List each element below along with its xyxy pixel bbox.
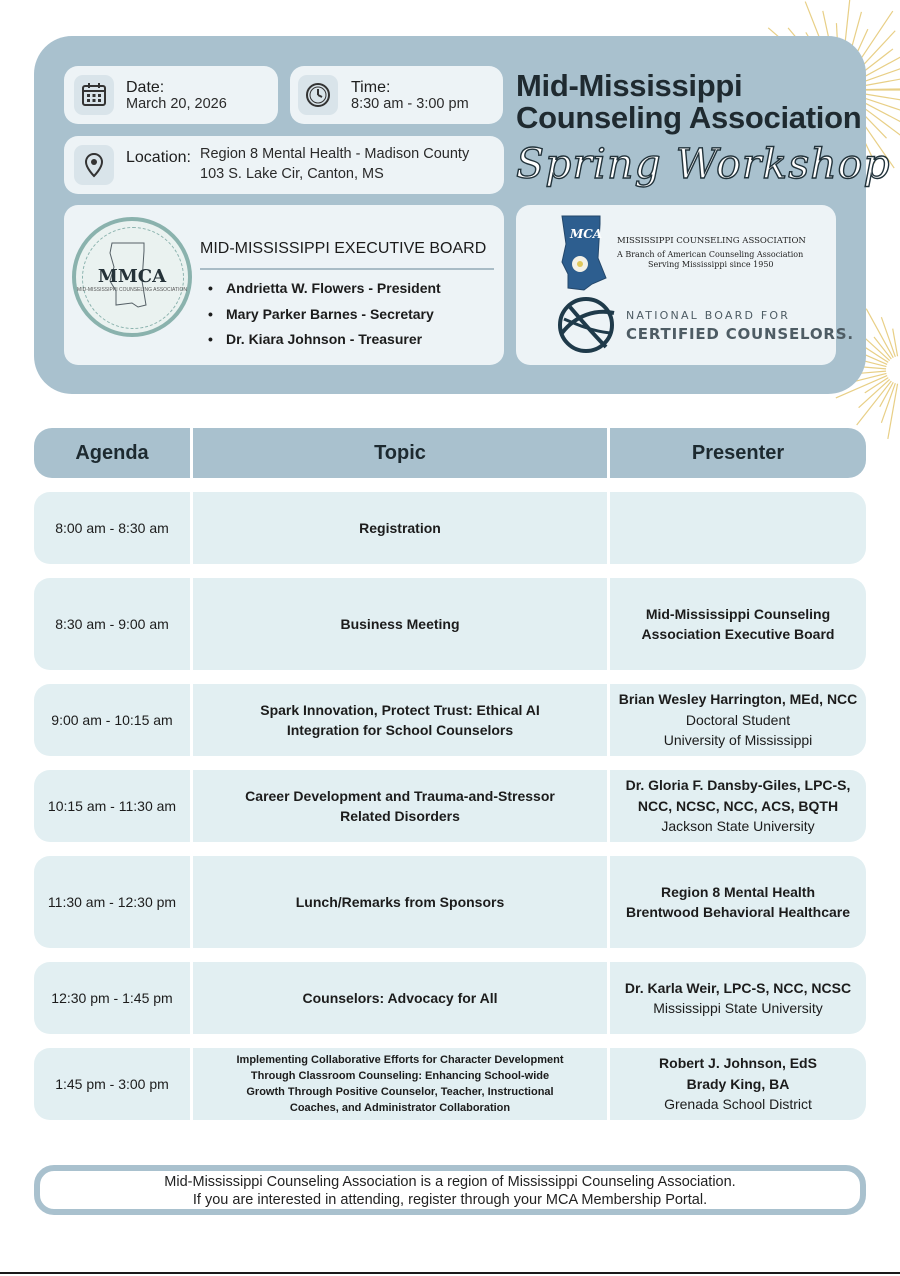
topic-line: Registration [359,520,441,536]
presenter-name: Brentwood Behavioral Healthcare [625,904,851,920]
footer-line1: Mid-Mississippi Counseling Association is a region of Mississippi Counseling Association. [164,1174,736,1190]
agenda-time: 9:00 am - 10:15 am [51,712,173,728]
time-value: 8:30 am - 3:00 pm [351,96,469,112]
column-header-agenda: Agenda [75,442,149,464]
title-line2: Counseling Association [516,100,862,135]
presenter-affiliation: Doctoral Student [685,711,791,728]
column-divider [607,492,610,564]
topic-line: Through Classroom Counseling: Enhancing School-wide [250,1070,550,1082]
column-divider [607,428,610,478]
presenter-name: Robert J. Johnson, EdS [659,1055,817,1072]
agenda-time: 12:30 pm - 1:45 pm [51,990,173,1006]
organization-title [516,70,861,134]
mmca-seal-logo [72,217,192,337]
column-divider [190,1048,193,1120]
agenda-time: 8:00 am - 8:30 am [55,520,169,536]
agenda-row [34,856,866,948]
page-bottom-rule [0,1272,900,1274]
nbcc-globe-logo [556,295,618,355]
mca-logo [560,214,612,292]
agenda-topic [192,962,608,1034]
column-divider [607,578,610,670]
sunburst-ray [881,317,895,357]
presenter-name: Region 8 Mental Health [660,883,816,900]
sunburst-ray [881,383,895,423]
mca-since: Serving Mississippi since 1950 [648,260,774,269]
topic-line: Integration for School Counselors [286,722,514,738]
calendar-icon [74,75,114,115]
agenda-presenter [610,578,866,670]
presenter-name: Dr. Karla Weir, LPC-S, NCC, NCSC [624,979,852,996]
agenda-row [34,578,866,670]
board-member-list [208,276,441,353]
presenter-name: Brady King, BA [686,1075,790,1092]
column-divider [190,492,193,564]
agenda-time: 11:30 am - 12:30 pm [47,894,177,910]
board-divider [200,268,494,270]
spring-workshop-title: Spring Workshop [516,140,891,188]
presenter-affiliation: Mississippi State University [653,1000,823,1016]
location-pin-icon [74,145,114,185]
agenda-presenter [610,962,866,1034]
board-heading: MID-MISSISSIPPI EXECUTIVE BOARD [200,240,487,257]
location-label: Location: [126,149,191,166]
presenter-name: Brian Wesley Harrington, MEd, NCC [618,691,858,708]
mca-abbr: MCA [570,227,603,241]
column-divider [607,1048,610,1120]
seal-small-text: MID-MISSISSIPPI COUNSELING ASSOCIATION [77,287,187,293]
presenter-name: NCC, NCSC, NCC, ACS, BQTH [637,797,839,814]
topic-line: Career Development and Trauma-and-Stressor [245,788,555,804]
agenda-topic [192,492,608,564]
presenter-name: Mid-Mississippi Counseling [645,605,831,622]
time-label: Time: [351,79,391,96]
agenda-time: 10:15 am - 11:30 am [47,798,177,814]
agenda-presenter [610,856,866,948]
mca-name: MISSISSIPPI COUNSELING ASSOCIATION [617,236,806,246]
agenda-topic [192,684,608,756]
topic-line: Lunch/Remarks from Sponsors [295,894,505,910]
column-header-presenter: Presenter [691,442,785,464]
agenda-presenter [610,1048,866,1120]
topic-line: Related Disorders [340,808,460,824]
agenda-presenter [610,770,866,842]
nbcc-line1: NATIONAL BOARD FOR [626,309,791,322]
column-divider [607,856,610,948]
presenter-affiliation: Grenada School District [664,1096,812,1113]
presenter-name: Dr. Gloria F. Dansby-Giles, LPC-S, [625,777,851,794]
agenda-row [34,770,866,842]
location-pill [64,136,504,194]
agenda-topic [192,856,608,948]
topic-line: Coaches, and Administrator Collaboration [289,1102,511,1114]
board-member: • Dr. Kiara Johnson - Treasurer [208,327,441,353]
column-divider [190,856,193,948]
footer-line2: If you are interested in attending, register through your MCA Membership Portal. [192,1192,708,1208]
column-divider [190,684,193,756]
column-divider [190,428,193,478]
presenter-name: Association Executive Board [641,626,835,642]
agenda-topic [192,1048,608,1120]
sunburst-ray [862,78,900,86]
date-label: Date: [126,79,165,96]
title-line1: Mid-Mississippi [516,68,743,103]
agenda-presenter [610,492,866,564]
column-divider [607,770,610,842]
topic-line: Spark Innovation, Protect Trust: Ethical AI [260,702,540,718]
mca-branch: A Branch of American Counseling Association [617,250,804,259]
clock-icon [298,75,338,115]
topic-line: Business Meeting [340,616,460,632]
date-pill [64,66,278,124]
time-pill [290,66,503,124]
topic-line: Implementing Collaborative Efforts for Character Development [236,1054,564,1066]
agenda-row [34,1048,866,1120]
agenda-row [34,684,866,756]
board-member: • Andrietta W. Flowers - President [208,276,441,302]
column-divider [190,578,193,670]
agenda-time: 8:30 am - 9:00 am [55,616,169,632]
date-value: March 20, 2026 [126,96,227,112]
footer-note [34,1165,866,1215]
column-divider [190,962,193,1034]
column-divider [607,684,610,756]
agenda-row [34,492,866,564]
agenda-presenter [610,684,866,756]
sunburst-ray [857,381,892,425]
topic-line: Growth Through Positive Counselor, Teacher, Instructional [246,1086,554,1098]
agenda-time: 1:45 pm - 3:00 pm [55,1076,169,1092]
agenda-table-header [34,428,866,478]
sunburst-ray [862,94,900,103]
agenda-topic [192,770,608,842]
presenter-affiliation: University of Mississippi [663,732,813,749]
location-line2: 103 S. Lake Cir, Canton, MS [200,166,384,182]
agenda-topic [192,578,608,670]
location-line1: Region 8 Mental Health - Madison County [200,146,470,162]
board-member: • Mary Parker Barnes - Secretary [208,302,441,328]
seal-text: MMCA [97,266,167,287]
presenter-affiliation: Jackson State University [661,818,815,835]
nbcc-line2: CERTIFIED COUNSELORS. [626,325,854,343]
agenda-row [34,962,866,1034]
sunburst-ray [862,88,900,89]
column-divider [607,962,610,1034]
column-divider [190,770,193,842]
topic-line: Counselors: Advocacy for All [302,990,498,1006]
column-header-topic: Topic [374,442,426,464]
